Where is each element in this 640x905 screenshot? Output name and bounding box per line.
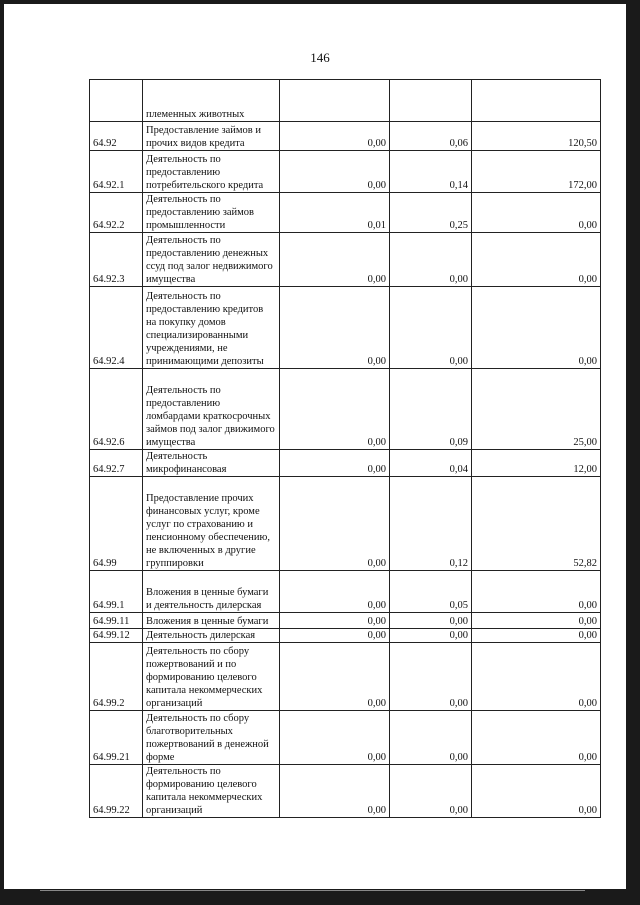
- table-row: [90, 287, 601, 369]
- row-value-2: 0,00: [390, 613, 472, 629]
- row-value-2: 0,00: [390, 287, 472, 369]
- row-value-1: 0,00: [280, 369, 390, 450]
- row-name: Деятельность по сбору пожертвований и по формированию целевого капитала некоммерческих организаций: [143, 643, 280, 711]
- row-value-1: 0,00: [280, 571, 390, 613]
- table-row: [90, 613, 601, 629]
- row-code: 64.92.1: [90, 151, 143, 193]
- row-value-3: 172,00: [472, 151, 601, 193]
- row-name: Вложения в ценные бумаги: [143, 613, 280, 629]
- table-row: [90, 80, 601, 122]
- row-value-2: [390, 80, 472, 122]
- row-value-3: 0,00: [472, 711, 601, 765]
- scan-border-left: [0, 0, 4, 905]
- row-value-2: 0,00: [390, 765, 472, 818]
- row-code: 64.99.2: [90, 643, 143, 711]
- row-value-2: 0,09: [390, 369, 472, 450]
- table-row: [90, 477, 601, 571]
- table-row: [90, 765, 601, 818]
- row-value-3: 0,00: [472, 629, 601, 643]
- row-name: Деятельность дилерская: [143, 629, 280, 643]
- row-value-3: 0,00: [472, 287, 601, 369]
- table-row: [90, 643, 601, 711]
- row-value-2: 0,00: [390, 711, 472, 765]
- row-value-3: [472, 80, 601, 122]
- row-code: 64.99.11: [90, 613, 143, 629]
- table-body: [90, 80, 601, 818]
- row-value-3: 0,00: [472, 643, 601, 711]
- row-value-3: 0,00: [472, 613, 601, 629]
- table-row: [90, 450, 601, 477]
- scan-border-right: [626, 0, 640, 905]
- row-value-1: 0,00: [280, 629, 390, 643]
- row-name: Деятельность по формированию целевого капитала некоммерческих организаций: [143, 765, 280, 818]
- table-row: [90, 711, 601, 765]
- row-name: Деятельность по предоставлению денежных ссуд под залог недвижимого имущества: [143, 233, 280, 287]
- row-value-3: 0,00: [472, 233, 601, 287]
- row-value-3: 0,00: [472, 765, 601, 818]
- row-value-1: 0,00: [280, 122, 390, 151]
- table-row: [90, 193, 601, 233]
- row-value-1: 0,00: [280, 613, 390, 629]
- table-row: [90, 629, 601, 643]
- row-name: Предоставление займов и прочих видов кредита: [143, 122, 280, 151]
- row-code: 64.99.12: [90, 629, 143, 643]
- row-name: Деятельность по сбору благотворительных пожертвований в денежной форме: [143, 711, 280, 765]
- data-table: [89, 79, 601, 818]
- row-code: 64.92: [90, 122, 143, 151]
- row-value-1: 0,00: [280, 151, 390, 193]
- row-name: Деятельность по предоставлению кредитов на покупку домов специализированными учреждениями, не принимающими депозиты: [143, 287, 280, 369]
- row-value-2: 0,25: [390, 193, 472, 233]
- table-row: [90, 571, 601, 613]
- row-code: 64.92.6: [90, 369, 143, 450]
- row-value-2: 0,06: [390, 122, 472, 151]
- table-row: [90, 369, 601, 450]
- row-name: Деятельность по предоставлению потребительского кредита: [143, 151, 280, 193]
- row-code: 64.92.2: [90, 193, 143, 233]
- row-value-3: 52,82: [472, 477, 601, 571]
- row-value-2: 0,12: [390, 477, 472, 571]
- row-value-3: 25,00: [472, 369, 601, 450]
- row-value-2: 0,14: [390, 151, 472, 193]
- row-value-1: 0,00: [280, 287, 390, 369]
- row-code: 64.92.4: [90, 287, 143, 369]
- row-name: Деятельность по предоставлению займов промышленности: [143, 193, 280, 233]
- row-value-2: 0,04: [390, 450, 472, 477]
- row-value-3: 0,00: [472, 571, 601, 613]
- table-row: [90, 122, 601, 151]
- row-value-3: 120,50: [472, 122, 601, 151]
- row-value-1: 0,00: [280, 765, 390, 818]
- page-number: 146: [310, 50, 330, 65]
- table-row: [90, 233, 601, 287]
- row-value-2: 0,00: [390, 233, 472, 287]
- row-value-2: 0,00: [390, 643, 472, 711]
- row-name: Предоставление прочих финансовых услуг, кроме услуг по страхованию и пенсионному обеспечению, не включенных в другие группировки: [143, 477, 280, 571]
- row-value-1: 0,00: [280, 711, 390, 765]
- row-value-1: 0,00: [280, 233, 390, 287]
- row-name: Деятельность микрофинансовая: [143, 450, 280, 477]
- row-value-2: 0,05: [390, 571, 472, 613]
- row-value-2: 0,00: [390, 629, 472, 643]
- bottom-rule: [40, 890, 585, 891]
- row-code: 64.92.7: [90, 450, 143, 477]
- row-value-1: [280, 80, 390, 122]
- scan-border-top: [0, 0, 640, 4]
- row-code: [90, 80, 143, 122]
- row-value-1: 0,00: [280, 450, 390, 477]
- scan-border-bottom: [0, 889, 640, 905]
- row-value-1: 0,00: [280, 477, 390, 571]
- row-value-1: 0,00: [280, 643, 390, 711]
- row-name: племенных животных: [143, 80, 280, 122]
- row-code: 64.99.21: [90, 711, 143, 765]
- row-value-3: 0,00: [472, 193, 601, 233]
- row-name: Вложения в ценные бумаги и деятельность дилерская: [143, 571, 280, 613]
- row-name: Деятельность по предоставлению ломбардами краткосрочных займов под залог движимого имущества: [143, 369, 280, 450]
- row-code: 64.92.3: [90, 233, 143, 287]
- row-code: 64.99.1: [90, 571, 143, 613]
- table-row: [90, 151, 601, 193]
- row-code: 64.99.22: [90, 765, 143, 818]
- row-code: 64.99: [90, 477, 143, 571]
- row-value-1: 0,01: [280, 193, 390, 233]
- row-value-3: 12,00: [472, 450, 601, 477]
